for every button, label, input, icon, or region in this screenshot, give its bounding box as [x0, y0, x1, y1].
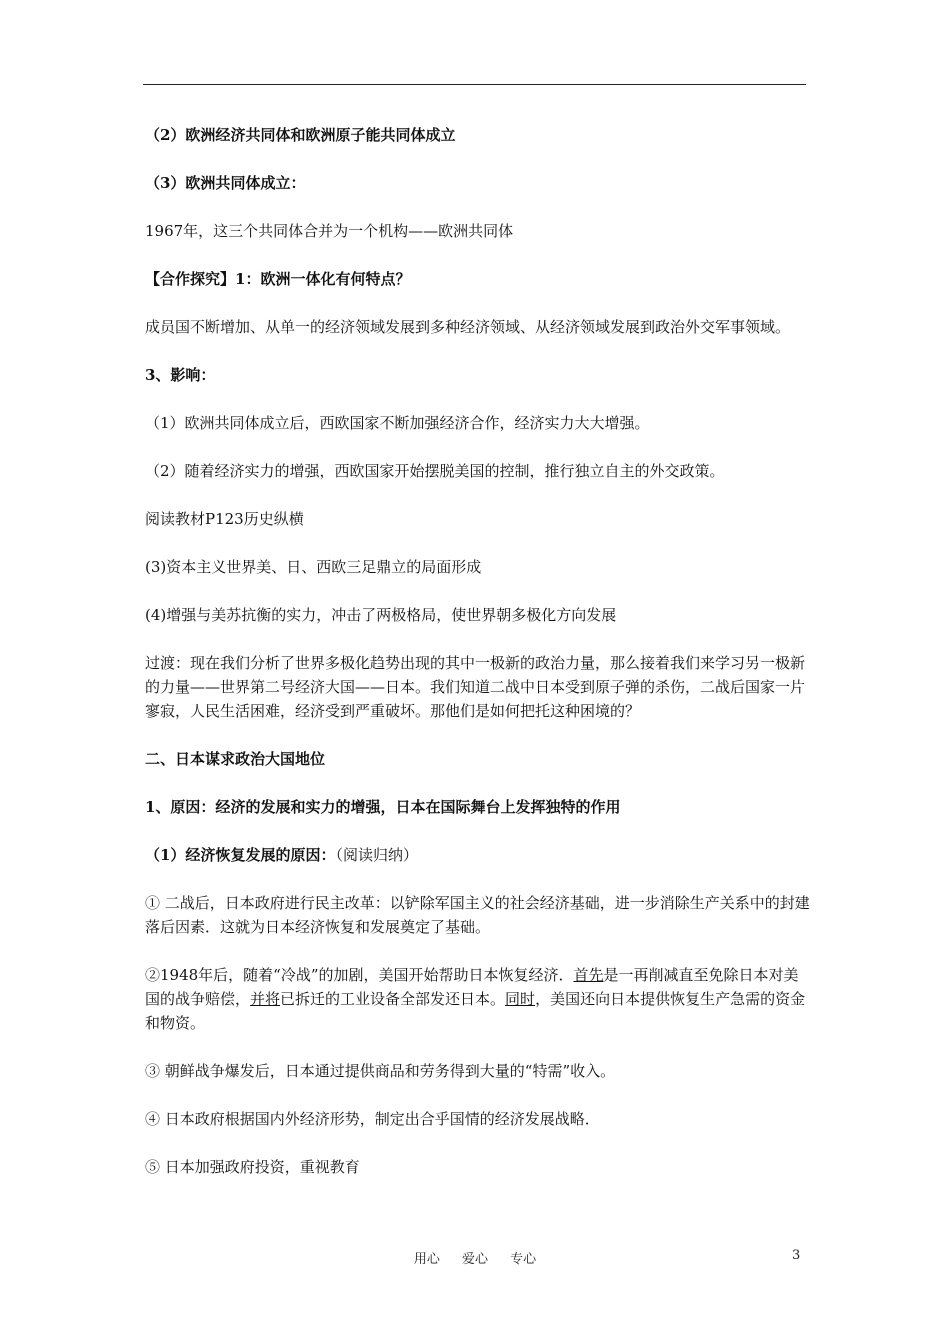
paragraph-17 — [145, 963, 810, 1035]
document-body — [145, 123, 810, 1203]
paragraph-7: （1）欧洲共同体成立后，西欧国家不断加强经济合作，经济实力大大增强。 — [145, 414, 650, 432]
paragraph-20: ⑤ 日本加强政府投资，重视教育 — [145, 1158, 360, 1176]
paragraph-4: 【合作探究】1：欧洲一体化有何特点？ — [145, 270, 411, 288]
paragraph-18: ③ 朝鲜战争爆发后，日本通过提供商品和劳务得到大量的“特需”收入。 — [145, 1062, 616, 1080]
paragraph-2: （3）欧洲共同体成立： — [145, 174, 306, 192]
header-rule — [143, 84, 806, 85]
paragraph-5: 成员国不断增加、从单一的经济领域发展到多种经济领域、从经济领域发展到政治外交军事领域。 — [145, 318, 791, 336]
footer — [0, 1248, 950, 1267]
paragraph-19: ④ 日本政府根据国内外经济形势，制定出合乎国情的经济发展战略． — [145, 1110, 600, 1128]
paragraph-12: 过渡：现在我们分析了世界多极化趋势出现的其中一极新的政治力量，那么接着我们来学习另一极新的力量——世界第二号经济大国——日本。我们知道二战中日本受到原子弹的杀伤，二战后国家一片寥寂，人民生活困难，经济受到严重破坏。那他们是如何把托这种困境的？ — [145, 654, 806, 720]
footer-item-yongxin: 用心 — [413, 1252, 440, 1267]
paragraph-17-part-d: ，美国还向日本提供恢复生产急需的资金和物资。 — [145, 990, 806, 1032]
page-number: 3 — [792, 1248, 801, 1263]
paragraph-15-normal: （阅读归纳） — [335, 846, 418, 864]
section-heading: 二、日本谋求政治大国地位 — [145, 750, 326, 768]
underline-tongshi: 同时 — [505, 990, 536, 1008]
paragraph-17-part-c: 已拆迁的工业设备全部发还日本。 — [280, 990, 506, 1008]
paragraph-11: (4)增强与美苏抗衡的实力，冲击了两极格局，使世界朝多极化方向发展 — [145, 606, 617, 624]
paragraph-16: ① 二战后，日本政府进行民主改革：以铲除军国主义的社会经济基础，进一步消除生产关系中的封建落后因素．这就为日本经济恢复和发展奠定了基础。 — [145, 894, 810, 936]
paragraph-9: 阅读教材P123历史纵横 — [145, 510, 304, 528]
paragraph-15-bold: （1）经济恢复发展的原因： — [145, 846, 336, 864]
paragraph-17-part-a: ②1948年后，随着“冷战”的加剧，美国开始帮助日本恢复经济． — [145, 966, 574, 984]
footer-item-zhuanxin: 专心 — [510, 1252, 537, 1267]
underline-shouxian: 首先 — [573, 966, 604, 984]
paragraph-10: (3)资本主义世界美、日、西欧三足鼎立的局面形成 — [145, 558, 482, 576]
underline-bingjiang: 并将 — [250, 990, 281, 1008]
paragraph-8: （2）随着经济实力的增强，西欧国家开始摆脱美国的控制，推行独立自主的外交政策。 — [145, 462, 725, 480]
paragraph-6: 3、影响： — [145, 366, 216, 384]
paragraph-1: （2）欧洲经济共同体和欧洲原子能共同体成立 — [145, 126, 456, 144]
paragraph-14: 1、原因：经济的发展和实力的增强，日本在国际舞台上发挥独特的作用 — [145, 798, 621, 816]
paragraph-15 — [145, 843, 810, 867]
paragraph-3: 1967年，这三个共同体合并为一个机构——欧洲共同体 — [145, 222, 514, 240]
footer-item-aixin: 爱心 — [461, 1252, 488, 1267]
paragraph-17-part-b: 是一再削减直至免除日本对美国的战争赔偿， — [145, 966, 799, 1008]
